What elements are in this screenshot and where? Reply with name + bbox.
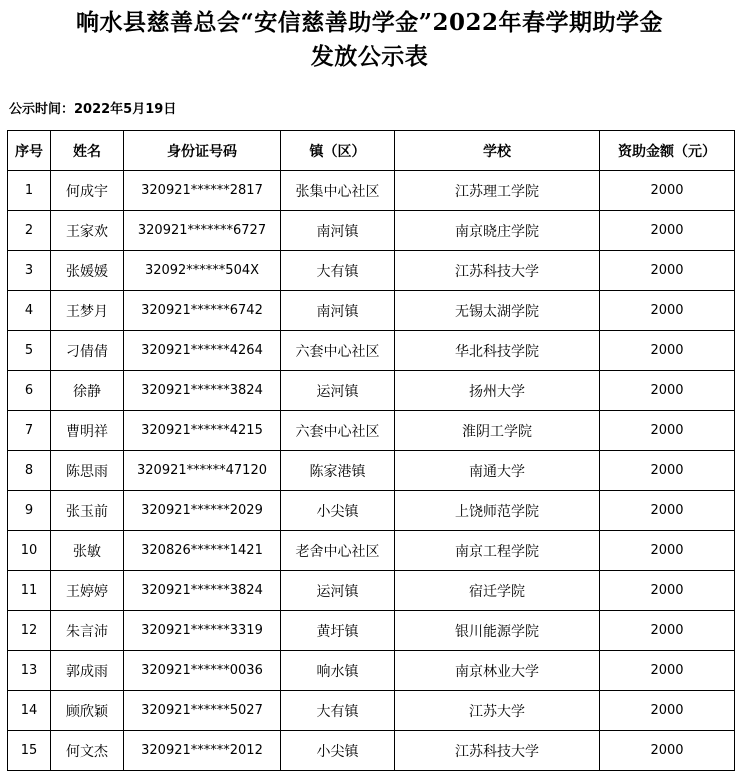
cell-amount: 2000 bbox=[600, 611, 735, 651]
cell-id-number: 320921******3824 bbox=[124, 571, 281, 611]
cell-index: 7 bbox=[8, 411, 51, 451]
cell-index: 12 bbox=[8, 611, 51, 651]
cell-school: 淮阴工学院 bbox=[395, 411, 600, 451]
cell-name: 张玉前 bbox=[51, 491, 124, 531]
title-line-2: 发放公示表 bbox=[310, 43, 429, 70]
document-title bbox=[0, 6, 739, 74]
header-school: 学校 bbox=[395, 131, 600, 171]
cell-town: 张集中心社区 bbox=[281, 171, 395, 211]
cell-amount: 2000 bbox=[600, 731, 735, 771]
table-row bbox=[8, 491, 735, 531]
cell-id-number: 320826******1421 bbox=[124, 531, 281, 571]
cell-school: 华北科技学院 bbox=[395, 331, 600, 371]
cell-amount: 2000 bbox=[600, 651, 735, 691]
grant-table bbox=[7, 130, 735, 771]
cell-name: 张媛媛 bbox=[51, 251, 124, 291]
cell-name: 王家欢 bbox=[51, 211, 124, 251]
table-row bbox=[8, 611, 735, 651]
cell-index: 9 bbox=[8, 491, 51, 531]
table-row bbox=[8, 691, 735, 731]
header-id-number: 身份证号码 bbox=[124, 131, 281, 171]
cell-index: 8 bbox=[8, 451, 51, 491]
cell-name: 张敏 bbox=[51, 531, 124, 571]
cell-name: 陈思雨 bbox=[51, 451, 124, 491]
cell-amount: 2000 bbox=[600, 251, 735, 291]
cell-id-number: 320921******4264 bbox=[124, 331, 281, 371]
table-row bbox=[8, 331, 735, 371]
publish-date: 公示时间：2022年5月19日 bbox=[9, 102, 177, 117]
cell-id-number: 320921******3319 bbox=[124, 611, 281, 651]
header-amount: 资助金额（元） bbox=[600, 131, 735, 171]
table-row bbox=[8, 571, 735, 611]
cell-id-number: 320921******2012 bbox=[124, 731, 281, 771]
cell-school: 江苏科技大学 bbox=[395, 731, 600, 771]
cell-id-number: 320921******6742 bbox=[124, 291, 281, 331]
cell-amount: 2000 bbox=[600, 451, 735, 491]
header-index: 序号 bbox=[8, 131, 51, 171]
cell-amount: 2000 bbox=[600, 531, 735, 571]
cell-index: 6 bbox=[8, 371, 51, 411]
cell-id-number: 320921******5027 bbox=[124, 691, 281, 731]
table-row bbox=[8, 451, 735, 491]
cell-name: 顾欣颖 bbox=[51, 691, 124, 731]
cell-index: 2 bbox=[8, 211, 51, 251]
cell-town: 六套中心社区 bbox=[281, 331, 395, 371]
cell-amount: 2000 bbox=[600, 371, 735, 411]
cell-name: 朱言沛 bbox=[51, 611, 124, 651]
cell-name: 何成宇 bbox=[51, 171, 124, 211]
cell-index: 3 bbox=[8, 251, 51, 291]
cell-school: 上饶师范学院 bbox=[395, 491, 600, 531]
cell-index: 4 bbox=[8, 291, 51, 331]
cell-school: 扬州大学 bbox=[395, 371, 600, 411]
cell-school: 江苏理工学院 bbox=[395, 171, 600, 211]
cell-school: 江苏大学 bbox=[395, 691, 600, 731]
cell-name: 徐静 bbox=[51, 371, 124, 411]
cell-name: 曹明祥 bbox=[51, 411, 124, 451]
table-row bbox=[8, 531, 735, 571]
cell-id-number: 320921******47120 bbox=[124, 451, 281, 491]
cell-name: 王梦月 bbox=[51, 291, 124, 331]
table-row bbox=[8, 411, 735, 451]
cell-town: 大有镇 bbox=[281, 251, 395, 291]
cell-name: 郭成雨 bbox=[51, 651, 124, 691]
table-row bbox=[8, 371, 735, 411]
cell-school: 南京晓庄学院 bbox=[395, 211, 600, 251]
table-body bbox=[8, 171, 735, 771]
cell-town: 小尖镇 bbox=[281, 491, 395, 531]
header-name: 姓名 bbox=[51, 131, 124, 171]
cell-town: 大有镇 bbox=[281, 691, 395, 731]
cell-town: 小尖镇 bbox=[281, 731, 395, 771]
cell-school: 无锡太湖学院 bbox=[395, 291, 600, 331]
cell-id-number: 32092******504X bbox=[124, 251, 281, 291]
table-row bbox=[8, 251, 735, 291]
table-header bbox=[8, 131, 735, 171]
cell-town: 老舍中心社区 bbox=[281, 531, 395, 571]
header-row bbox=[8, 131, 735, 171]
cell-school: 江苏科技大学 bbox=[395, 251, 600, 291]
cell-school: 南京工程学院 bbox=[395, 531, 600, 571]
header-town: 镇（区） bbox=[281, 131, 395, 171]
cell-id-number: 320921*******6727 bbox=[124, 211, 281, 251]
cell-school: 宿迁学院 bbox=[395, 571, 600, 611]
cell-id-number: 320921******2029 bbox=[124, 491, 281, 531]
cell-index: 14 bbox=[8, 691, 51, 731]
cell-id-number: 320921******2817 bbox=[124, 171, 281, 211]
cell-town: 响水镇 bbox=[281, 651, 395, 691]
cell-name: 何文杰 bbox=[51, 731, 124, 771]
cell-amount: 2000 bbox=[600, 171, 735, 211]
cell-amount: 2000 bbox=[600, 571, 735, 611]
cell-index: 11 bbox=[8, 571, 51, 611]
cell-school: 南京林业大学 bbox=[395, 651, 600, 691]
cell-amount: 2000 bbox=[600, 331, 735, 371]
cell-amount: 2000 bbox=[600, 691, 735, 731]
table-row bbox=[8, 171, 735, 211]
cell-town: 南河镇 bbox=[281, 291, 395, 331]
cell-index: 1 bbox=[8, 171, 51, 211]
cell-town: 陈家港镇 bbox=[281, 451, 395, 491]
cell-name: 刁倩倩 bbox=[51, 331, 124, 371]
cell-town: 黄圩镇 bbox=[281, 611, 395, 651]
cell-index: 15 bbox=[8, 731, 51, 771]
cell-town: 六套中心社区 bbox=[281, 411, 395, 451]
table-row bbox=[8, 651, 735, 691]
cell-id-number: 320921******0036 bbox=[124, 651, 281, 691]
cell-amount: 2000 bbox=[600, 411, 735, 451]
cell-id-number: 320921******4215 bbox=[124, 411, 281, 451]
table-row bbox=[8, 731, 735, 771]
cell-town: 运河镇 bbox=[281, 571, 395, 611]
cell-id-number: 320921******3824 bbox=[124, 371, 281, 411]
cell-amount: 2000 bbox=[600, 491, 735, 531]
table-row bbox=[8, 211, 735, 251]
cell-name: 王婷婷 bbox=[51, 571, 124, 611]
cell-index: 5 bbox=[8, 331, 51, 371]
cell-town: 南河镇 bbox=[281, 211, 395, 251]
cell-index: 13 bbox=[8, 651, 51, 691]
cell-amount: 2000 bbox=[600, 291, 735, 331]
title-line-1: 响水县慈善总会“安信慈善助学金”2022年春学期助学金 bbox=[76, 9, 663, 36]
cell-index: 10 bbox=[8, 531, 51, 571]
cell-town: 运河镇 bbox=[281, 371, 395, 411]
cell-school: 南通大学 bbox=[395, 451, 600, 491]
cell-amount: 2000 bbox=[600, 211, 735, 251]
cell-school: 银川能源学院 bbox=[395, 611, 600, 651]
table-row bbox=[8, 291, 735, 331]
